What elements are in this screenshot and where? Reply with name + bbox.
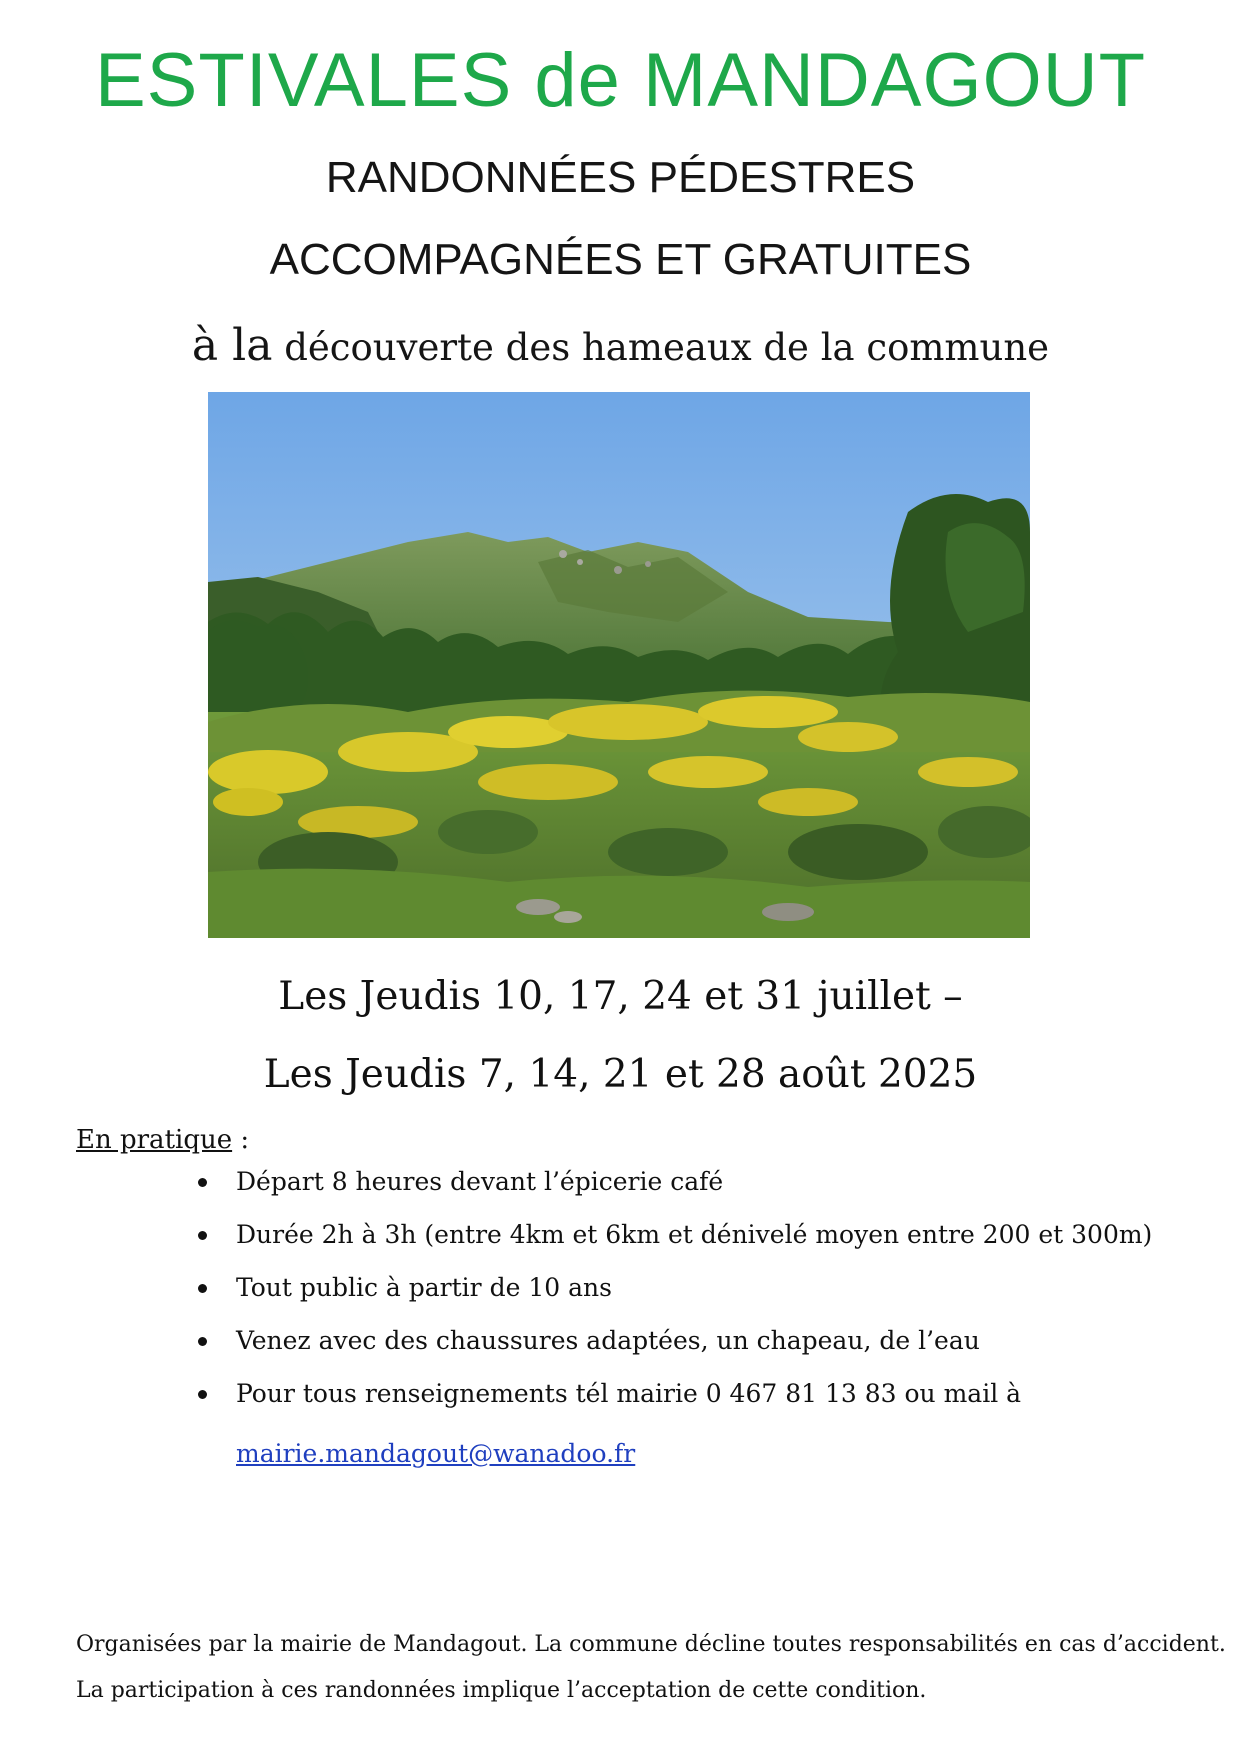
list-item xyxy=(208,1270,1198,1323)
bullet-icon xyxy=(198,1337,207,1346)
subtitle-discovery-rest: découverte des hameaux de la commune xyxy=(272,326,1050,369)
list-item-text: Durée 2h à 3h (entre 4km et 6km et dénivelé moyen entre 200 et 300m) xyxy=(236,1220,1153,1249)
practice-heading-label: En pratique xyxy=(76,1125,233,1155)
subtitle-free: ACCOMPAGNÉES ET GRATUITES xyxy=(269,235,972,284)
list-item-text: Pour tous renseignements tél mairie 0 467 81 13 83 ou mail à xyxy=(236,1379,1022,1408)
list-item xyxy=(208,1323,1198,1376)
practice-heading xyxy=(76,1122,249,1158)
bullet-icon xyxy=(198,1231,207,1240)
practice-heading-colon: : xyxy=(232,1125,250,1155)
list-item xyxy=(208,1217,1198,1270)
footer-disclaimer: Organisées par la mairie de Mandagout. La commune décline toutes responsabilités en cas d’accident. xyxy=(76,1632,1226,1657)
subtitle-hikes: RANDONNÉES PÉDESTRES xyxy=(325,153,916,202)
bullet-icon xyxy=(198,1284,207,1293)
dates-august: Les Jeudis 7, 14, 21 et 28 août 2025 xyxy=(263,1052,978,1097)
list-item-text: Tout public à partir de 10 ans xyxy=(236,1273,612,1302)
subtitle-discovery xyxy=(0,318,1241,376)
landscape-photo xyxy=(208,392,1030,938)
flyer-title: ESTIVALES de MANDAGOUT xyxy=(94,38,1147,123)
footer-condition: La participation à ces randonnées implique l’acceptation de cette condition. xyxy=(76,1678,927,1703)
subtitle-discovery-prefix: à la xyxy=(191,320,273,371)
bullet-icon xyxy=(198,1178,207,1187)
dates-july: Les Jeudis 10, 17, 24 et 31 juillet – xyxy=(278,974,963,1019)
list-item xyxy=(208,1164,1198,1217)
bullet-icon xyxy=(198,1390,207,1399)
list-item-text: Venez avec des chaussures adaptées, un chapeau, de l’eau xyxy=(236,1326,980,1355)
practice-list xyxy=(208,1164,1198,1429)
email-link[interactable]: mairie.mandagout@wanadoo.fr xyxy=(236,1439,636,1468)
list-item-text: Départ 8 heures devant l’épicerie café xyxy=(236,1167,724,1196)
list-item xyxy=(208,1376,1198,1429)
